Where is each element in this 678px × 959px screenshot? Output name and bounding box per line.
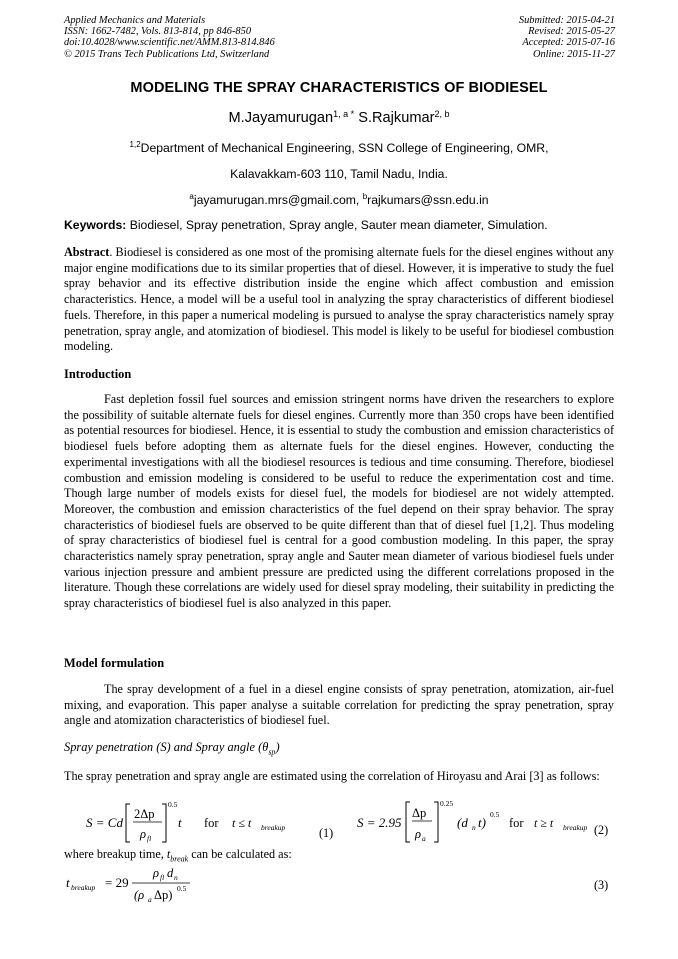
eq1-numerator: 2Δp [134, 807, 155, 821]
eq3-lhs-sub: breakup [71, 883, 96, 892]
eq1-denominator: ρ [140, 827, 146, 841]
eq1-lhs: S = Cd [86, 815, 123, 830]
eq2-condition: t ≥ t [534, 816, 554, 830]
eq3-denominator-sub: a [148, 895, 152, 904]
spray-subheading-theta: θ [262, 740, 269, 754]
eq1-left-bracket [126, 804, 130, 842]
journal-issn: ISSN: 1662-7482, Vols. 813-814, pp 846-850 [64, 26, 252, 38]
author-2-marker: 2, b [434, 109, 450, 119]
eq3-numerator-rho-sub: fl [160, 873, 165, 882]
eq2-denominator: ρ [415, 827, 421, 841]
affiliation-marker: 1,2 [129, 140, 141, 149]
eq3-denominator-end: Δp) [154, 888, 173, 902]
breakup-sentence [64, 847, 292, 863]
affiliation-line-2: Kalavakkam-603 110, Tamil Nadu, India. [230, 167, 448, 181]
author-1-marker: 1, a * [333, 109, 355, 119]
spray-subheading-sub: sp [268, 747, 276, 757]
eq2-paren-sub: n [472, 823, 476, 832]
journal-copyright: © 2015 Trans Tech Publications Ltd, Switzerland [64, 48, 270, 60]
eq2-numerator: Δp [412, 806, 427, 820]
keywords [64, 218, 624, 232]
abstract-label: Abstract [64, 245, 110, 259]
model-formulation-heading: Model formulation [64, 656, 165, 670]
email-a-marker: a [189, 192, 194, 201]
eq3-numerator-d: d [167, 866, 174, 880]
eq1-denominator-sub: fl [147, 834, 152, 843]
eq1-exponent: 0.5 [168, 800, 178, 809]
eq3-denominator-exponent: 0.5 [177, 884, 187, 893]
eq2-left-bracket [406, 802, 410, 842]
eq2-paren-end: t) [478, 815, 486, 830]
date-revised: Revised: 2015-05-27 [528, 26, 615, 38]
breakup-var: t [166, 847, 171, 861]
eq1-variable: t [178, 815, 182, 830]
eq2-right-bracket [434, 802, 438, 842]
affiliation-line-1 [0, 140, 678, 155]
spray-subheading-text: Spray penetration (S) and Spray angle ( [64, 740, 263, 754]
spray-subheading [64, 740, 280, 756]
eq1-condition-sub: breakup [261, 823, 286, 832]
eq2-condition-word: for [509, 816, 524, 830]
eq2-number: (2) [594, 823, 609, 837]
author-list [0, 109, 678, 126]
eq1-right-bracket [162, 804, 166, 842]
email-a[interactable]: jayamurugan.mrs@gmail.com, [193, 193, 363, 207]
model-formulation-paragraph: The spray development of a fuel in a diesel engine consists of spray penetration, atomization, air-fuel mixing, and evaporation. This paper analyse a suitable correlation for predicting the spray penetration, spray angle and atomization characteristics of biodiesel fuel. [64, 682, 614, 728]
journal-info [64, 15, 275, 60]
equation-3 [60, 862, 620, 906]
author-emails [0, 192, 678, 207]
date-submitted: Submitted: 2015-04-21 [518, 15, 615, 26]
eq2-condition-sub: breakup [563, 823, 588, 832]
affiliation-department: Department of Mechanical Engineering, SSN College of Engineering, OMR, [140, 141, 549, 155]
introduction-paragraph: Fast depletion fossil fuel sources and emission stringent norms have driven the researchers to explore the possibility of suitable alternate fuels for diesel engines. Currently more than 350 crops have been identified as potential resources for biodiesel. Hence, it is essential to study the combustion and emission characteristics of biodiesel fuels before adopting them as alternate fuels for the diesel engines. However, conducting the experimental investigations with all the biodiesel resources is tedious and time consuming. Therefore, biodiesel combustion and emission modeling is considered to be useful to reduce the experimentation cost and time. Though large number of models exists for diesel fuel, the models for biodiesel are not widely attempted. Moreover, the combustion and emission characteristics of the fuel depend on their spray behavior. The spray characteristics of biodiesel fuels are observed to be quite different than that of diesel fuel [1,2]. Thus modeling of spray characteristics of biodiesel fuel is central for a good combustion modeling. In this paper, the spray characteristics namely spray penetration, spray angle and Sauter mean diameter of various biodiesel fuels under various injection pressure and ambient pressure are predicted using the different correlations proposed in the literature. Though these correlations are widely used for diesel spray modeling, their suitability in predicting the spray characteristics of biodiesel fuel is also analyzed in this paper. [64, 392, 614, 611]
email-b[interactable]: rajkumars@ssn.edu.in [367, 193, 489, 207]
equations-1-2 [60, 798, 620, 848]
paper-title: MODELING THE SPRAY CHARACTERISTICS OF BIODIESEL [130, 80, 548, 96]
eq2-paren-exponent: 0.5 [490, 810, 500, 819]
eq3-coefficient: = 29 [105, 875, 129, 890]
eq3-lhs-var: t [66, 875, 70, 890]
email-b-marker: b [362, 192, 368, 201]
breakup-text-b: can be calculated as: [188, 847, 292, 861]
author-2: S.Rajkumar [354, 110, 435, 126]
abstract [64, 245, 614, 355]
spray-intro-paragraph: The spray penetration and spray angle are estimated using the correlation of Hiroyasu and Arai [3] as follows: [64, 769, 600, 783]
eq3-denominator: (ρ [134, 888, 145, 902]
author-1: M.Jayamurugan [228, 110, 334, 126]
eq1-condition: t ≤ t [232, 816, 252, 830]
eq2-denominator-sub: a [422, 834, 426, 843]
eq3-number: (3) [594, 878, 609, 892]
eq2-lhs: S = 2.95 [357, 815, 402, 830]
date-online: Online: 2015-11-27 [532, 48, 615, 60]
spray-subheading-close: ) [275, 740, 280, 754]
breakup-var-sub: break [170, 854, 189, 864]
eq2-paren-term: (d [457, 815, 468, 830]
breakup-text-a: where breakup time, [64, 847, 167, 861]
journal-name: Applied Mechanics and Materials [64, 15, 206, 26]
journal-doi[interactable]: doi:10.4028/www.scientific.net/AMM.813-814.846 [64, 37, 275, 49]
eq1-number: (1) [319, 826, 334, 840]
keywords-label: Keywords: [64, 218, 127, 232]
eq3-numerator-d-sub: n [174, 873, 178, 882]
eq1-condition-word: for [204, 816, 219, 830]
eq2-exponent: 0.25 [440, 799, 454, 808]
abstract-text: . Biodiesel is considered as one most of the promising alternate fuels for the diesel engines without any major engine modifications due to its similar properties that of diesel. However, it is imperative to study the fuel spray behavior and its effective distribution inside the engine which affect combustion and emission characteristics. Hence, a model will be a useful tool in analyzing the spray characteristics of different biodiesel fuels. Therefore, in this paper a numerical modeling is pursued to analyse the spray characteristics namely spray penetration, spray angle, and atomization of biodiesel. This model is likely to be useful for biodiesel combustion modeling. [64, 245, 614, 354]
eq3-numerator-rho: ρ [153, 866, 159, 880]
keywords-text: Biodiesel, Spray penetration, Spray angle, Sauter mean diameter, Simulation. [126, 218, 548, 232]
submission-dates [519, 15, 615, 60]
date-accepted: Accepted: 2015-07-16 [522, 37, 615, 49]
introduction-heading: Introduction [64, 367, 132, 381]
